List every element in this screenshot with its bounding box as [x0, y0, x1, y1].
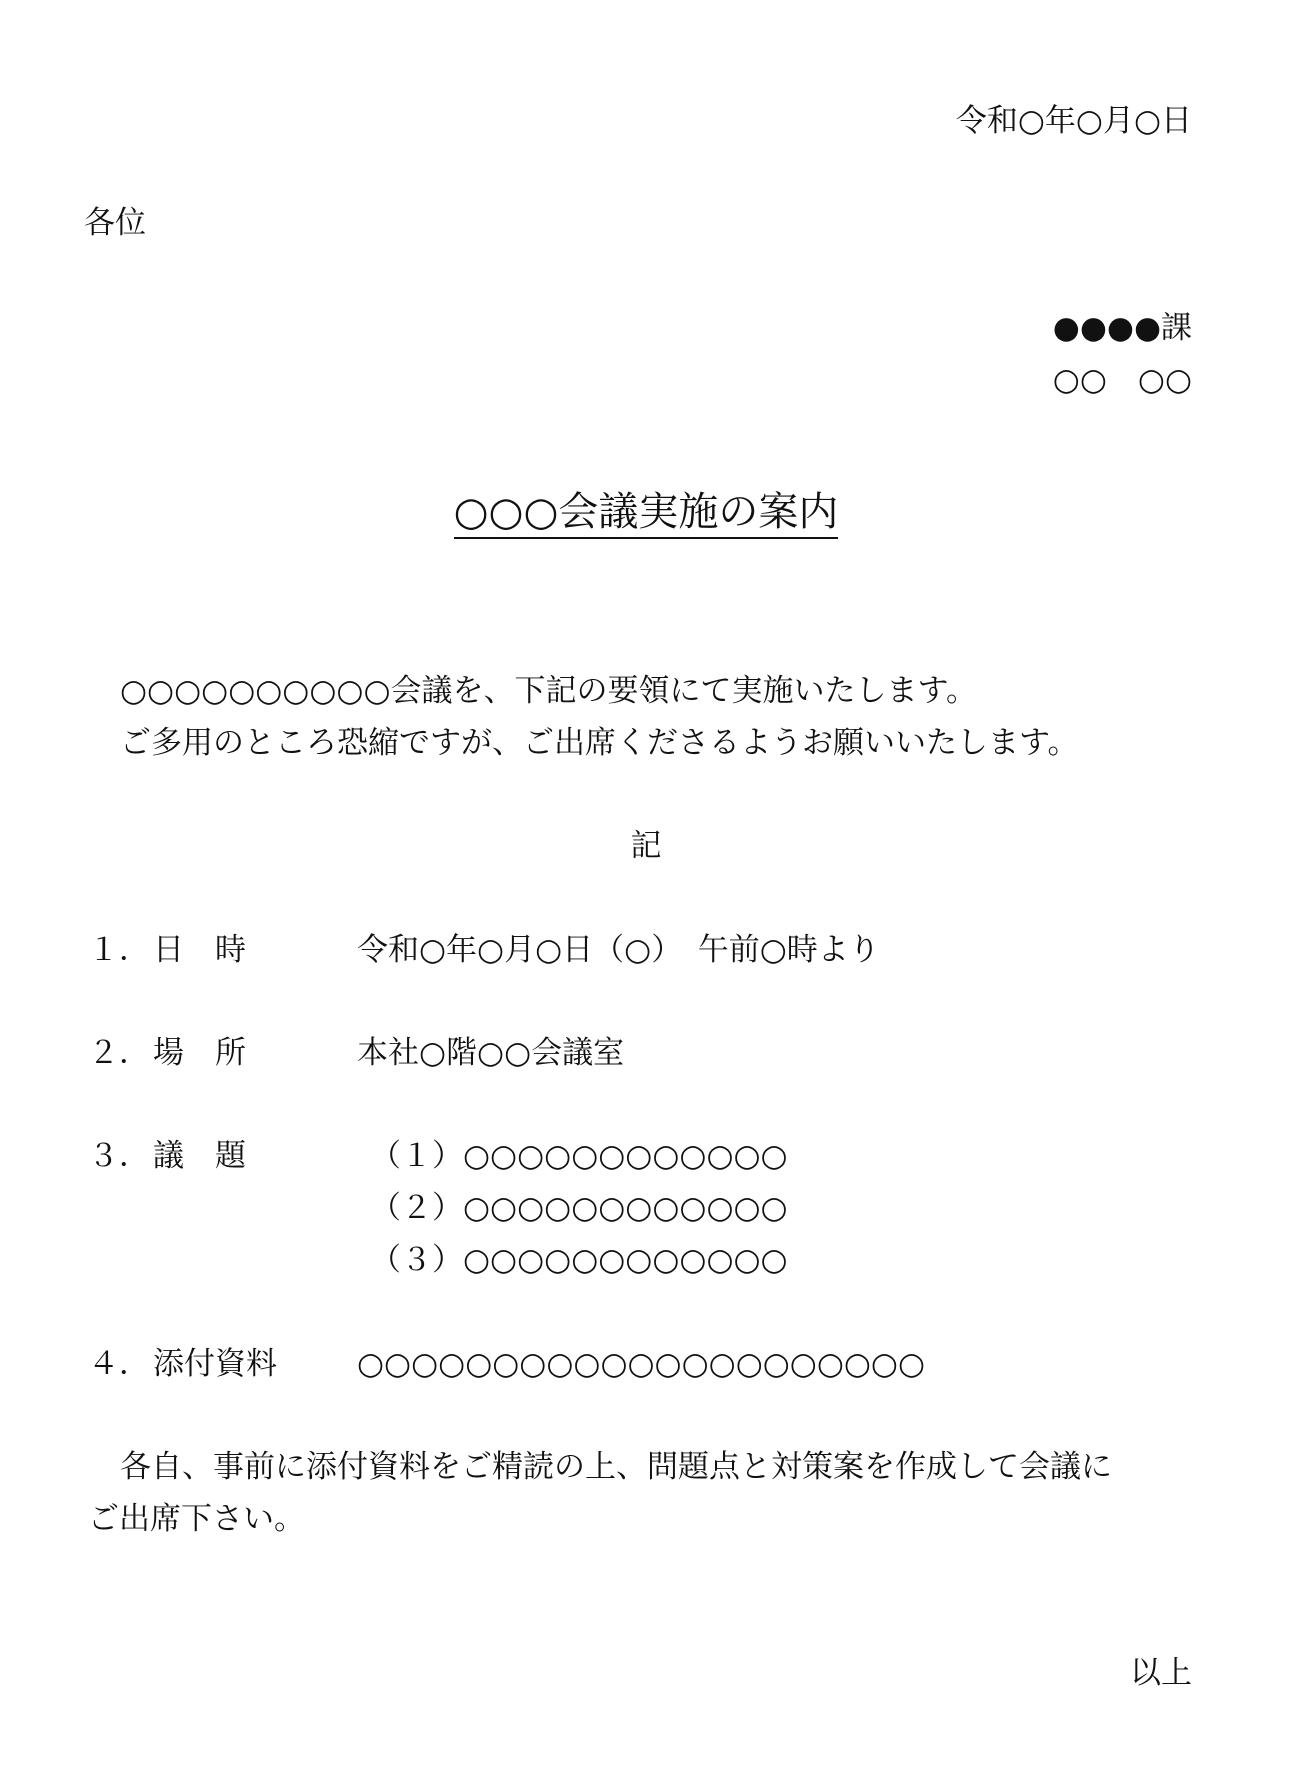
item-2-number: ２．: [88, 1035, 150, 1071]
ki-heading: 記: [630, 828, 662, 864]
item-3-subitem-2: （２）○○○○○○○○○○○○: [370, 1190, 788, 1226]
end-mark: 以上: [1130, 1655, 1192, 1691]
item-4-value: ○○○○○○○○○○○○○○○○○○○○○: [357, 1346, 926, 1382]
body-line-2: ご多用のところ恐縮ですが、ご出席くださるようお願いいたします。: [120, 725, 1079, 761]
item-2-value: 本社○階○○会議室: [357, 1035, 625, 1071]
item-1-value: 令和○年○月○日（○） 午前○時より: [357, 932, 880, 968]
item-3-subitem-3: （３）○○○○○○○○○○○○: [370, 1242, 788, 1278]
item-1-number: １．: [88, 932, 150, 968]
sender-name: ○○ ○○: [1052, 362, 1192, 398]
item-2-label: 場 所: [153, 1035, 246, 1071]
addressee: 各位: [84, 205, 146, 241]
item-3-subitem-1: （１）○○○○○○○○○○○○: [370, 1138, 788, 1174]
document-title: [0, 488, 1292, 536]
closing-line-1: 各自、事前に添付資料をご精読の上、問題点と対策案を作成して会議に: [120, 1449, 1112, 1485]
document-date: 令和○年○月○日: [955, 103, 1192, 139]
item-3-label: 議 題: [153, 1138, 246, 1174]
item-3-number: ３．: [88, 1138, 150, 1174]
sender-department: ●●●●課: [1052, 310, 1192, 346]
item-4-label: 添付資料: [153, 1346, 277, 1382]
closing-line-2: ご出席下さい。: [88, 1501, 305, 1537]
body-line-1: ○○○○○○○○○○会議を、下記の要領にて実施いたします。: [120, 673, 978, 709]
document-title-text: ○○○会議実施の案内: [454, 489, 839, 539]
item-4-number: ４．: [88, 1346, 150, 1382]
item-1-label: 日 時: [153, 932, 246, 968]
